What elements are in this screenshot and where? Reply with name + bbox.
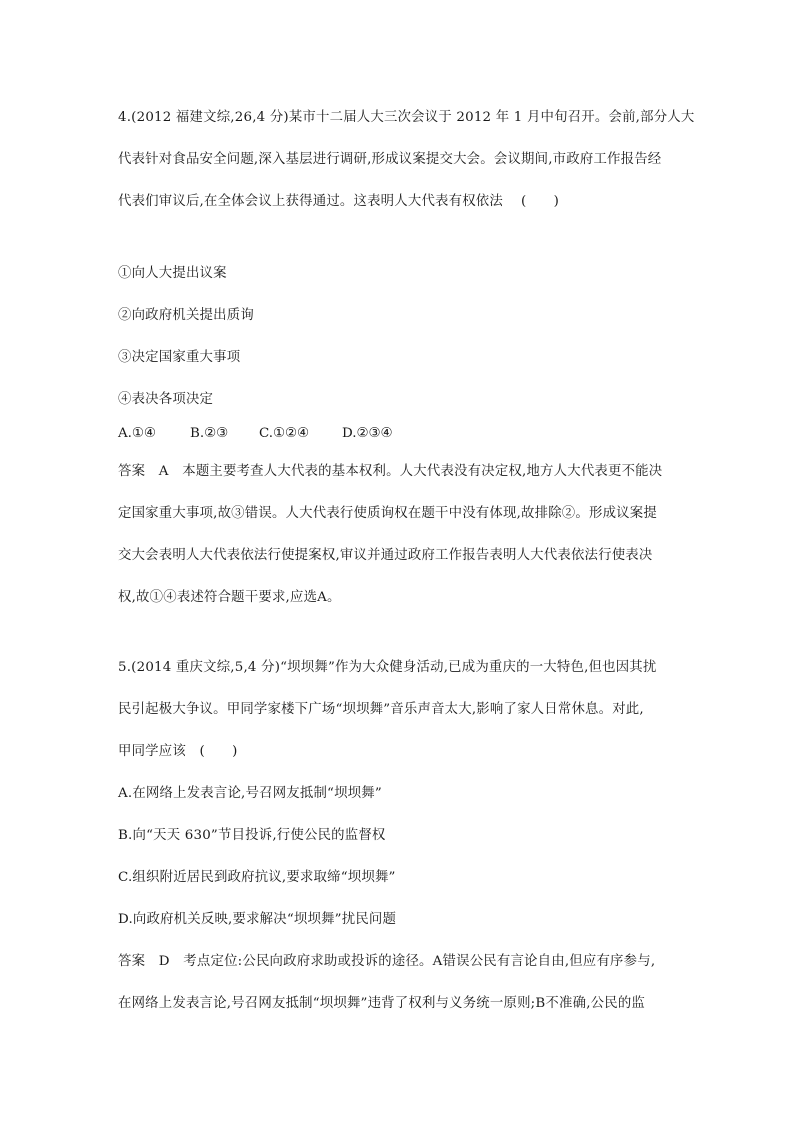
- q4-answer-line-3: 交大会表明人大代表依法行使提案权,审议并通过政府工作报告表明人大代表依法行使表决: [118, 548, 653, 563]
- q4-item-3: ③决定国家重大事项: [118, 350, 241, 365]
- q4-stem-line-1: 4.(2012 福建文综,26,4 分)某市十二届人大三次会议于 2012 年 1 月中旬召开。会前,部分人大: [118, 110, 695, 125]
- q5-option-b: B.向“天天 630”节目投诉,行使公民的监督权: [118, 828, 386, 843]
- q5-stem-line-2: 民引起极大争议。甲同学家楼下广场“坝坝舞”音乐声音太大,影响了家人日常休息。对此,: [118, 702, 644, 717]
- q5-stem-line-3: 甲同学应该 ( ): [118, 744, 238, 759]
- q4-item-1: ①向人大提出议案: [118, 266, 227, 281]
- q5-option-d: D.向政府机关反映,要求解决“坝坝舞”扰民问题: [118, 912, 397, 927]
- q4-option-d: D.②③④: [342, 426, 393, 441]
- q4-stem-line-2: 代表针对食品安全问题,深入基层进行调研,形成议案提交大会。会议期间,市政府工作报告经: [118, 152, 662, 167]
- q4-option-b: B.②③: [190, 426, 229, 441]
- q4-item-2: ②向政府机关提出质询: [118, 308, 254, 323]
- q5-stem-line-1: 5.(2014 重庆文综,5,4 分)“坝坝舞”作为大众健身活动,已成为重庆的一大特色,但也因其扰: [118, 660, 657, 675]
- q4-item-4: ④表决各项决定: [118, 392, 214, 407]
- q5-option-c: C.组织附近居民到政府抗议,要求取缔“坝坝舞”: [118, 870, 396, 885]
- q5-answer-line-2: 在网络上发表言论,号召网友抵制“坝坝舞”违背了权利与义务统一原则;B不准确,公民的监: [118, 996, 646, 1011]
- q5-option-a: A.在网络上发表言论,号召网友抵制“坝坝舞”: [118, 786, 382, 801]
- q4-option-c: C.①②④: [259, 426, 310, 441]
- q4-option-a: A.①④: [118, 426, 156, 441]
- q4-answer-line-4: 权,故①④表述符合题干要求,应选A。: [118, 590, 341, 605]
- q4-answer-line-1: 答案 A 本题主要考查人大代表的基本权利。人大代表没有决定权,地方人大代表更不能决: [118, 464, 663, 479]
- q4-options: [118, 426, 393, 442]
- q4-stem-line-3: 代表们审议后,在全体会议上获得通过。这表明人大代表有权依法 ( ): [118, 194, 560, 209]
- q4-answer-line-2: 定国家重大事项,故③错误。人大代表行使质询权在题干中没有体现,故排除②。形成议案提: [118, 506, 657, 521]
- q5-answer-line-1: 答案 D 考点定位:公民向政府求助或投诉的途径。A错误公民有言论自由,但应有序参与,: [118, 954, 656, 969]
